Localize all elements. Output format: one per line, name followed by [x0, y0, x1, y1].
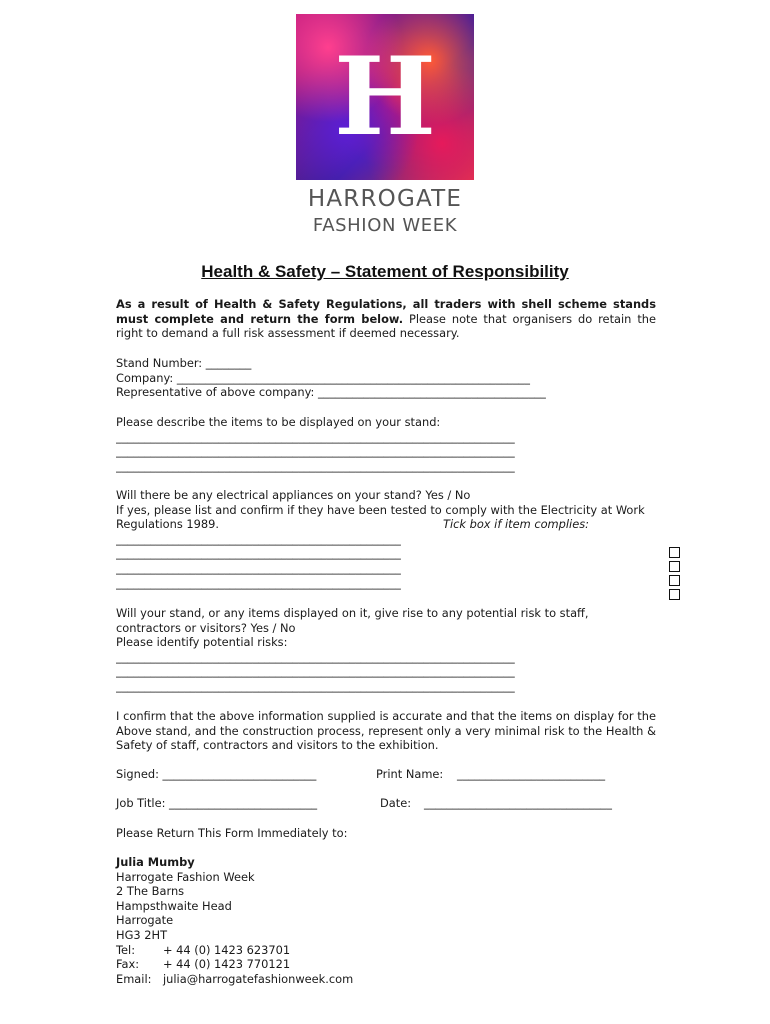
electrical-instruction: If yes, please list and confirm if they have been tested to comply with the Electricity at Work	[116, 502, 645, 517]
fax-label: Fax:	[116, 957, 140, 972]
intro-paragraph	[116, 297, 656, 341]
brand-name-line2: FASHION WEEK	[312, 215, 458, 236]
tel-value: + 44 (0) 1423 623701	[163, 942, 291, 957]
job-title-field[interactable]: Job Title: __________________________	[116, 796, 318, 810]
electrical-line[interactable]: __________________________________________________	[116, 531, 401, 546]
items-line[interactable]: ______________________________________________________________________	[116, 429, 515, 444]
date-label: Date:	[380, 796, 412, 810]
brand-name-line1: HARROGATE	[307, 186, 463, 212]
risk-section	[116, 606, 656, 694]
address-line: HG3 2HT	[116, 927, 168, 942]
tick-box-label: Tick box if item complies:	[443, 517, 589, 532]
stand-number-field[interactable]: Stand Number: ________	[116, 356, 252, 370]
fax-value: + 44 (0) 1423 770121	[163, 957, 291, 972]
electrical-line[interactable]: __________________________________________________	[116, 575, 401, 590]
electrical-question: Will there be any electrical appliances on your stand? Yes / No	[116, 488, 471, 502]
logo-image	[296, 14, 474, 180]
regulations-text: Regulations 1989.	[116, 517, 219, 532]
items-line[interactable]: ______________________________________________________________________	[116, 458, 515, 473]
risk-line[interactable]: ______________________________________________________________________	[116, 678, 515, 693]
company-field[interactable]: Company: ______________________________________________________________	[116, 370, 530, 385]
risk-line[interactable]: ______________________________________________________________________	[116, 664, 515, 679]
electrical-line[interactable]: __________________________________________________	[116, 560, 401, 575]
stand-fields	[116, 356, 656, 400]
signed-field[interactable]: Signed: ___________________________	[116, 767, 317, 781]
electrical-section	[116, 488, 656, 590]
email-link[interactable]: julia@harrogatefashionweek.com	[163, 971, 354, 986]
electrical-line[interactable]: __________________________________________________	[116, 546, 401, 561]
tel-label: Tel:	[116, 942, 136, 957]
address-line: 2 The Barns	[116, 884, 185, 899]
logo-letter: H	[333, 34, 437, 160]
confirmation-paragraph: I confirm that the above information supplied is accurate and that the items on display for the Above stand, and the construction process, represent only a very minimal risk to the Health & Safety of staff, contractors and visitors to the exhibition.	[116, 709, 656, 753]
risk-line[interactable]: ______________________________________________________________________	[116, 649, 515, 664]
risk-question-line2: contractors or visitors? Yes / No	[116, 620, 296, 635]
risk-question-line1: Will your stand, or any items displayed on it, give rise to any potential risk to staff,	[116, 606, 589, 620]
contact-name: Julia Mumby	[116, 855, 195, 869]
address-line: Harrogate	[116, 913, 174, 928]
compliance-checkbox[interactable]	[669, 575, 680, 586]
compliance-checkboxes	[669, 547, 681, 603]
address-line: Hampsthwaite Head	[116, 898, 232, 913]
compliance-checkbox[interactable]	[669, 561, 680, 572]
items-prompt: Please describe the items to be displayed on your stand:	[116, 415, 441, 429]
compliance-checkbox[interactable]	[669, 547, 680, 558]
risk-identify: Please identify potential risks:	[116, 635, 288, 650]
compliance-checkbox[interactable]	[669, 589, 680, 600]
items-line[interactable]: ______________________________________________________________________	[116, 444, 515, 459]
email-label: Email:	[116, 971, 152, 986]
print-name-field[interactable]: __________________________	[457, 767, 606, 781]
return-address	[116, 855, 353, 986]
return-heading: Please Return This Form Immediately to:	[116, 826, 348, 840]
intro-bold: As a result of Health & Safety Regulations, all traders with shell scheme stands must complete and return the form below.	[116, 297, 656, 326]
intro-normal: Please note that organisers do retain the right to demand a full risk assessment if deemed necessary.	[116, 311, 657, 341]
date-field[interactable]: _________________________________	[424, 796, 612, 810]
address-line: Harrogate Fashion Week	[116, 869, 255, 884]
representative-field[interactable]: Representative of above company: ________________________________________	[116, 385, 546, 400]
print-name-label: Print Name:	[376, 767, 444, 781]
items-section	[116, 415, 656, 473]
page-title: Health & Safety – Statement of Responsibility	[201, 262, 569, 281]
